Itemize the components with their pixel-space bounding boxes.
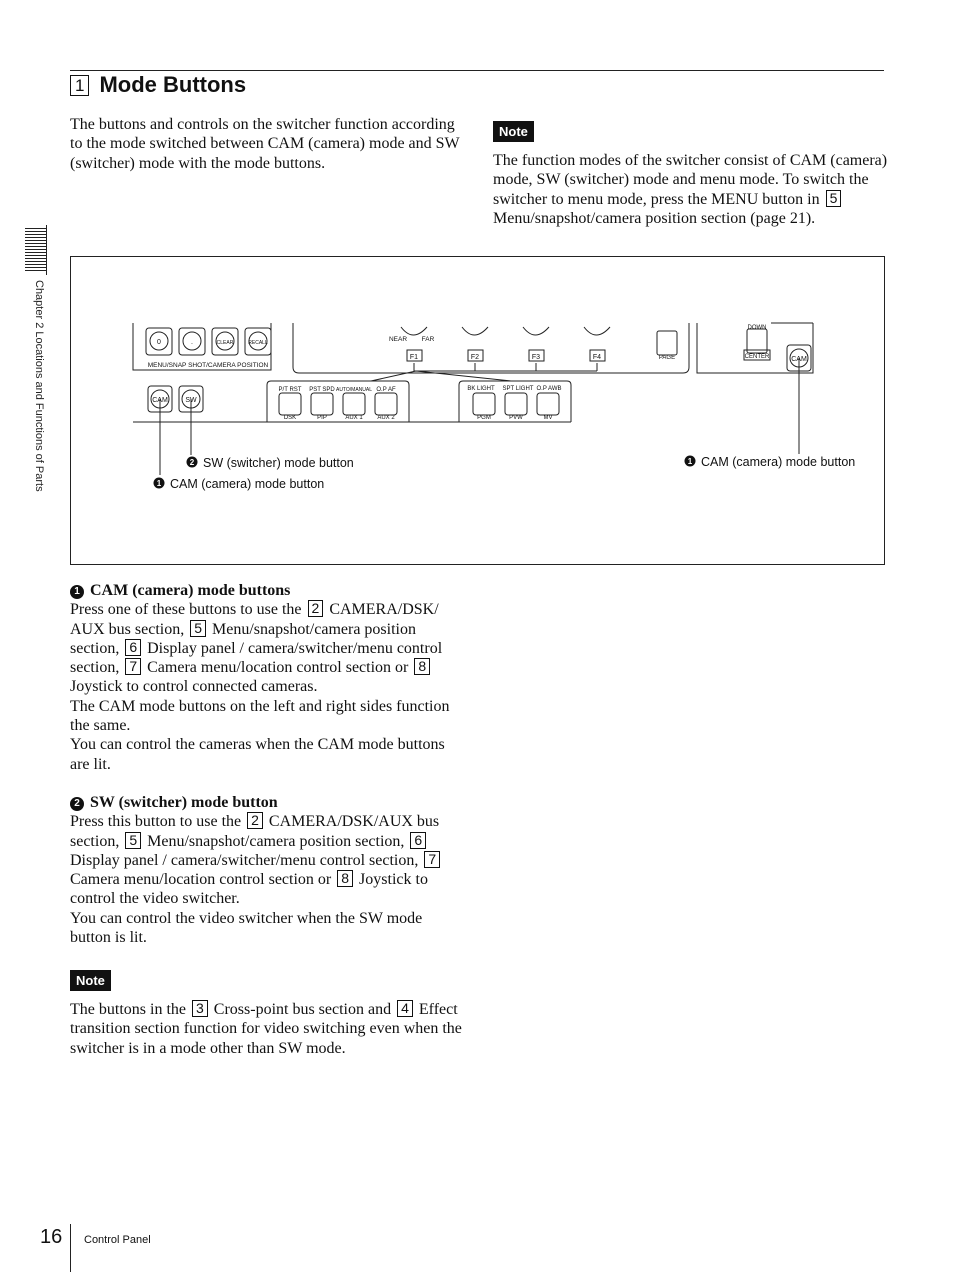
key-clear: CLEAR	[216, 340, 234, 346]
cam-button-right-label: CAM	[791, 356, 807, 363]
fn-key-f3: F3	[531, 354, 541, 361]
item-sw-title	[70, 793, 462, 812]
panel-diagram	[71, 257, 884, 564]
item-sw-body	[70, 812, 462, 908]
item-cam-p2: The CAM mode buttons on the left and right sides function the same.	[70, 697, 450, 735]
section-title: Mode Buttons	[99, 72, 247, 97]
group1-top-label: AUTO/MANUAL	[335, 387, 373, 393]
body-text: Camera menu/location control section or	[70, 871, 332, 889]
body-text: Camera menu/location control section or	[147, 659, 409, 677]
group2-top-label: SPT LIGHT	[502, 386, 534, 392]
sw-button-label: SW	[185, 397, 197, 404]
callout-cam-left: CAM (camera) mode button	[170, 477, 325, 491]
item-sw-mode	[70, 793, 462, 947]
callout-marker-1-right: 1	[687, 457, 693, 466]
key-dot: .	[191, 339, 193, 346]
footer-section: Control Panel	[84, 1234, 151, 1246]
group1-bottom-label: DSK	[283, 415, 297, 421]
body-text: Cross-point bus section and	[213, 1001, 392, 1018]
body-text: Press this button to use the	[70, 813, 242, 831]
item-cam-body	[70, 600, 462, 696]
key-recall: RECALL	[248, 340, 268, 346]
group1-top-label: PST SPD	[309, 387, 335, 393]
top-rule	[70, 70, 884, 71]
group2-bottom-label: PVW	[509, 415, 523, 421]
note-text-a: The function modes of the switcher consist of CAM (camera) mode, SW (switcher) mode and menu mode. To switch the switcher to menu mode, press the MENU button in	[493, 152, 888, 208]
item-sw-p2: You can control the video switcher when the SW mode button is lit.	[70, 909, 423, 947]
chapter-tab-rule	[46, 225, 47, 275]
item-cam-p3: You can control the cameras when the CAM mode buttons are lit.	[70, 736, 445, 773]
item-title-text: SW (switcher) mode button	[90, 794, 278, 811]
section-heading	[70, 72, 246, 98]
body-text: Joystick to control the video switcher.	[70, 871, 428, 908]
ref-number: 2	[247, 812, 263, 829]
intro-paragraph: The buttons and controls on the switcher function according to the mode switched between CAM (camera) mode and SW (switcher) mode with the mode buttons.	[70, 116, 460, 172]
note-label: Note	[493, 121, 534, 142]
fn-key-f2: F2	[470, 354, 480, 361]
group1-bottom-label: PIP	[317, 415, 327, 421]
fn-key-f1: F1	[409, 354, 419, 361]
ref-number: 6	[410, 832, 426, 849]
section-number: 1	[70, 75, 89, 96]
note-label: Note	[70, 970, 111, 991]
group1-bottom-label: AUX 1	[345, 415, 363, 421]
group1-bottom-label: AUX 2	[377, 415, 395, 421]
body-text: Press one of these buttons to use the	[70, 601, 302, 619]
control-panel-figure	[70, 256, 885, 565]
down-label: DOWN	[747, 325, 767, 331]
body-text: CAMERA/DSK/ AUX bus section,	[70, 601, 439, 638]
item-marker-1: 1	[70, 585, 84, 599]
ref-number: 7	[125, 658, 141, 675]
fn-key-f4: F4	[592, 354, 602, 361]
body-text: Display panel / camera/switcher/menu control section,	[70, 851, 419, 869]
item-marker-2: 2	[70, 797, 84, 811]
note-paragraph	[493, 151, 888, 228]
key-0: 0	[157, 339, 161, 346]
ref-number: 8	[337, 870, 353, 887]
page-label: PAGE	[658, 355, 676, 361]
body-text: CAMERA/DSK/AUX bus section,	[70, 813, 440, 850]
ref-number: 2	[308, 600, 324, 617]
body-text: Effect transition section function for video switching even when the switcher is in a mode other than SW mode.	[70, 1001, 462, 1057]
body-text: The buttons in the	[70, 1001, 186, 1018]
ref-number: 5	[125, 832, 141, 849]
group1-top-label: P/T RST	[278, 387, 302, 393]
key-caption: MENU/SNAP SHOT/CAMERA POSITION	[147, 362, 269, 369]
body-text: Joystick to control connected cameras.	[70, 678, 318, 696]
ref-number: 8	[414, 658, 430, 675]
note-paragraph	[70, 1000, 462, 1058]
far-label: FAR	[421, 336, 435, 343]
body-text: Display panel / camera/switcher/menu control section,	[70, 639, 443, 677]
ref-number: 4	[397, 1000, 413, 1017]
callout-cam-right: CAM (camera) mode button	[701, 455, 856, 469]
ref-number: 3	[192, 1000, 208, 1017]
group2-bottom-label: PGM	[477, 415, 491, 421]
footer-rule	[70, 1224, 71, 1272]
callout-sw: SW (switcher) mode button	[203, 456, 354, 470]
callout-marker-2: 2	[189, 458, 195, 467]
cam-button-left-label: CAM	[152, 397, 168, 404]
ref-number: 5	[190, 620, 206, 637]
group2-top-label: BK LIGHT	[467, 386, 495, 392]
item-title-text: CAM (camera) mode buttons	[90, 582, 291, 599]
ref-number: 6	[125, 639, 141, 656]
near-label: NEAR	[388, 336, 408, 343]
item-cam-title	[70, 581, 462, 600]
callout-marker-1-left: 1	[156, 479, 162, 488]
body-text: Menu/snapshot/camera position section,	[147, 832, 405, 850]
group2-top-label: O.P AWB	[536, 386, 562, 392]
center-label: CENTER	[744, 354, 770, 360]
ref-number: 5	[826, 190, 842, 207]
note-text-b: Menu/snapshot/camera position section (page 21).	[493, 209, 816, 227]
body-text: Menu/snapshot/camera position section,	[70, 620, 416, 657]
chapter-tab-mark	[25, 228, 46, 272]
group2-bottom-label: MV	[543, 415, 553, 421]
ref-number: 7	[424, 851, 440, 868]
group1-top-label: O.P AF	[376, 387, 396, 393]
chapter-side-label: Chapter 2 Locations and Functions of Parts	[33, 280, 45, 492]
item-cam-mode	[70, 581, 462, 774]
page-number: 16	[40, 1226, 63, 1248]
